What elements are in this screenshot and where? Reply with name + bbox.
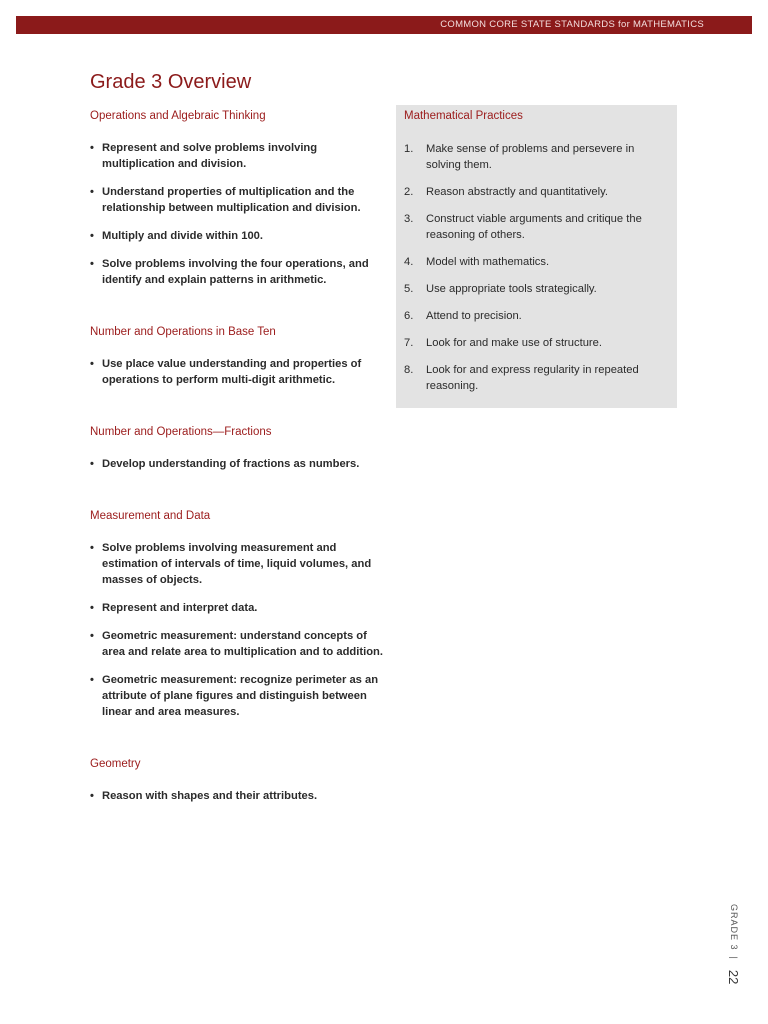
- domain-section: [90, 510, 385, 720]
- cluster-item: [90, 184, 385, 216]
- cluster-item: [90, 456, 385, 472]
- practice-number: 8.: [404, 364, 414, 376]
- practices-heading: Mathematical Practices: [404, 110, 523, 122]
- cluster-text: Geometric measurement: understand concepts of area and relate area to multiplication and to addition.: [102, 630, 383, 658]
- cluster-text: Develop understanding of fractions as numbers.: [102, 458, 360, 470]
- cluster-item: [90, 540, 385, 588]
- bullet-icon: •: [90, 674, 94, 686]
- cluster-list: [90, 456, 385, 472]
- practice-text: Reason abstractly and quantitatively.: [426, 186, 609, 198]
- cluster-text: Use place value understanding and properties of operations to perform multi-digit arithmetic.: [102, 358, 362, 386]
- grade-label: GRADE 3: [729, 904, 739, 951]
- practice-text: Use appropriate tools strategically.: [426, 283, 597, 295]
- cluster-list: [90, 140, 385, 288]
- practice-text: Make sense of problems and persevere in solving them.: [426, 143, 635, 171]
- practice-list: [404, 141, 669, 394]
- bullet-icon: •: [90, 230, 94, 242]
- bullet-icon: •: [90, 790, 94, 802]
- practice-number: 7.: [404, 337, 414, 349]
- cluster-item: [90, 140, 385, 172]
- cluster-text: Solve problems involving measurement and estimation of intervals of time, liquid volumes, and masses of objects.: [102, 542, 372, 586]
- cluster-list: [90, 788, 385, 804]
- practices-box: [396, 105, 677, 408]
- cluster-list: [90, 356, 385, 388]
- cluster-item: [90, 256, 385, 288]
- bullet-icon: •: [90, 258, 94, 270]
- bullet-icon: •: [90, 542, 94, 554]
- cluster-text: Represent and solve problems involving multiplication and division.: [102, 142, 318, 170]
- cluster-item: [90, 628, 385, 660]
- cluster-list: [90, 540, 385, 720]
- practice-text: Attend to precision.: [426, 310, 522, 322]
- practice-text: Construct viable arguments and critique the reasoning of others.: [426, 213, 642, 241]
- bullet-icon: •: [90, 358, 94, 370]
- domain-section: [90, 326, 385, 388]
- practice-number: 3.: [404, 213, 414, 225]
- cluster-item: [90, 672, 385, 720]
- bullet-icon: •: [90, 142, 94, 154]
- practice-number: 6.: [404, 310, 414, 322]
- domain-heading: Number and Operations in Base Ten: [90, 326, 276, 338]
- footer-separator: |: [729, 956, 739, 960]
- header-bar: [16, 16, 752, 34]
- page-number: 22: [726, 969, 742, 985]
- practice-number: 1.: [404, 143, 414, 155]
- domain-section: [90, 758, 385, 804]
- practice-number: 4.: [404, 256, 414, 268]
- header-title: COMMON CORE STATE STANDARDS for MATHEMATICS: [440, 19, 704, 30]
- cluster-item: [90, 600, 385, 616]
- domain-section: [90, 110, 385, 288]
- practice-item: [404, 308, 669, 324]
- bullet-icon: •: [90, 630, 94, 642]
- practice-number: 2.: [404, 186, 414, 198]
- practice-item: [404, 211, 669, 243]
- practice-item: [404, 281, 669, 297]
- practice-item: [404, 184, 669, 200]
- cluster-text: Understand properties of multiplication and the relationship between multiplication and division.: [102, 186, 361, 214]
- domain-heading: Number and Operations—Fractions: [90, 426, 272, 438]
- practice-text: Model with mathematics.: [426, 256, 550, 268]
- bullet-icon: •: [90, 602, 94, 614]
- domains-column: [90, 110, 385, 842]
- domain-section: [90, 426, 385, 472]
- domain-heading: Measurement and Data: [90, 510, 211, 522]
- cluster-item: [90, 356, 385, 388]
- bullet-icon: •: [90, 186, 94, 198]
- practice-text: Look for and express regularity in repeated reasoning.: [426, 364, 639, 392]
- cluster-item: [90, 228, 385, 244]
- cluster-text: Geometric measurement: recognize perimeter as an attribute of plane figures and distinguish between linear and area measures.: [102, 674, 379, 718]
- practice-number: 5.: [404, 283, 414, 295]
- domain-heading: Operations and Algebraic Thinking: [90, 110, 266, 122]
- domain-heading: Geometry: [90, 758, 141, 770]
- page-footer-label: [722, 904, 746, 994]
- practice-item: [404, 335, 669, 351]
- cluster-item: [90, 788, 385, 804]
- cluster-text: Multiply and divide within 100.: [102, 230, 263, 242]
- cluster-text: Reason with shapes and their attributes.: [102, 790, 318, 802]
- practice-item: [404, 254, 669, 270]
- page-title: Grade 3 Overview: [90, 71, 252, 93]
- practice-item: [404, 362, 669, 394]
- cluster-text: Solve problems involving the four operations, and identify and explain patterns in arithmetic.: [102, 258, 369, 286]
- bullet-icon: •: [90, 458, 94, 470]
- practice-text: Look for and make use of structure.: [426, 337, 602, 349]
- cluster-text: Represent and interpret data.: [102, 602, 258, 614]
- practice-item: [404, 141, 669, 173]
